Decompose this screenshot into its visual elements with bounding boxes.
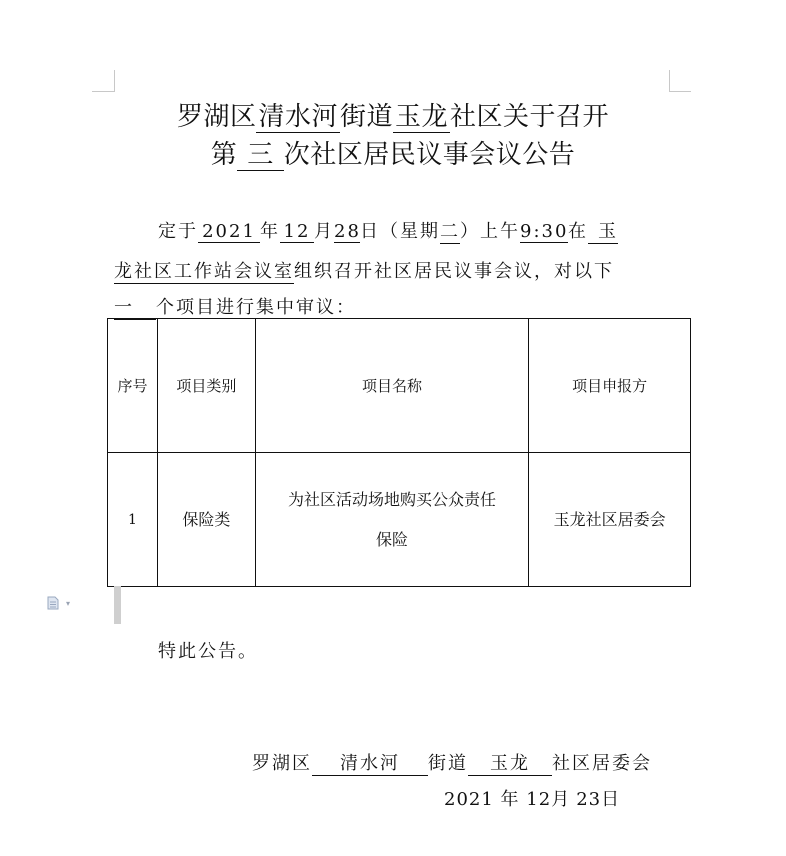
- project-table: [107, 318, 691, 587]
- project-name-line1: 为社区活动场地购买公众责任: [288, 489, 497, 509]
- header-project-name: 项目名称: [255, 319, 528, 453]
- body-month: 12: [280, 221, 314, 243]
- body-at: 在: [568, 221, 588, 242]
- body-weekday: 二: [440, 217, 460, 244]
- body-time: 9:30: [520, 221, 569, 242]
- date-day: 23: [576, 789, 602, 810]
- date-month-unit: 月: [551, 789, 571, 810]
- title-street-unit: 街道: [339, 102, 393, 132]
- title-street: 清水河: [258, 102, 338, 132]
- title-suffix: 社区关于召开: [450, 102, 610, 132]
- title-district: 罗湖区: [176, 102, 257, 132]
- crop-mark-top-right-h: [669, 91, 691, 92]
- chevron-down-icon[interactable]: ▾: [66, 599, 71, 608]
- project-name-line2: 保险: [376, 529, 409, 549]
- body-day-unit: 日: [360, 221, 380, 242]
- body-venue: 龙社区工作站会议室: [114, 257, 294, 284]
- body-weekday-open: （星期: [380, 221, 440, 242]
- signature-date: [444, 785, 620, 811]
- title-meeting-name: 次社区居民议事会议公告: [283, 140, 576, 170]
- signature-street-unit: 街道: [428, 753, 468, 774]
- date-year-unit: 年: [500, 789, 520, 810]
- signature-district: 罗湖区: [252, 753, 312, 774]
- body-project-count: 一: [114, 293, 156, 320]
- crop-mark-top-right-v: [669, 70, 670, 92]
- cell-category: 保险类: [157, 453, 255, 587]
- body-venue-start: 玉: [588, 217, 618, 244]
- date-year: 2021: [444, 789, 494, 810]
- header-index: 序号: [108, 319, 158, 453]
- body-prefix: 定于: [158, 221, 198, 242]
- body-weekday-close: ）上午: [460, 221, 520, 242]
- crop-mark-top-left-h: [92, 91, 114, 92]
- title-ordinal-prefix: 第: [210, 140, 238, 170]
- cell-applicant: 玉龙社区居委会: [529, 453, 691, 587]
- header-applicant: 项目申报方: [529, 319, 691, 453]
- body-line-2: [114, 257, 614, 284]
- header-category: 项目类别: [157, 319, 255, 453]
- body-year: 2021: [198, 221, 260, 243]
- title-ordinal-number: 三: [237, 140, 284, 171]
- notice-title-line2: [0, 134, 786, 171]
- signature-org: 社区居委会: [552, 753, 652, 774]
- signature-community: 玉龙: [468, 749, 552, 776]
- cell-project-name: [255, 453, 528, 587]
- date-day-unit: 日: [601, 789, 621, 810]
- cell-index: 1: [108, 453, 158, 587]
- table-header-row: [108, 319, 691, 453]
- date-month: 12: [526, 789, 552, 810]
- notice-title-line1: [0, 96, 786, 133]
- signature-line: [252, 749, 652, 776]
- title-community: 玉龙: [395, 102, 449, 132]
- signature-street: 清水河: [312, 749, 428, 776]
- body-line-1: [158, 217, 618, 244]
- body-month-unit: 月: [314, 221, 334, 242]
- body-day: 28: [334, 221, 361, 242]
- body-year-unit: 年: [260, 221, 280, 242]
- table-row: [108, 453, 691, 587]
- closing-text: 特此公告。: [158, 641, 258, 662]
- document-icon[interactable]: [47, 596, 59, 610]
- body-line-3: [114, 293, 356, 320]
- body-line2-rest: 组织召开社区居民议事会议，对以下: [294, 261, 614, 282]
- crop-mark-top-left-v: [114, 70, 115, 92]
- text-cursor-bar: [114, 586, 121, 624]
- body-line3-rest: 个项目进行集中审议：: [156, 297, 356, 318]
